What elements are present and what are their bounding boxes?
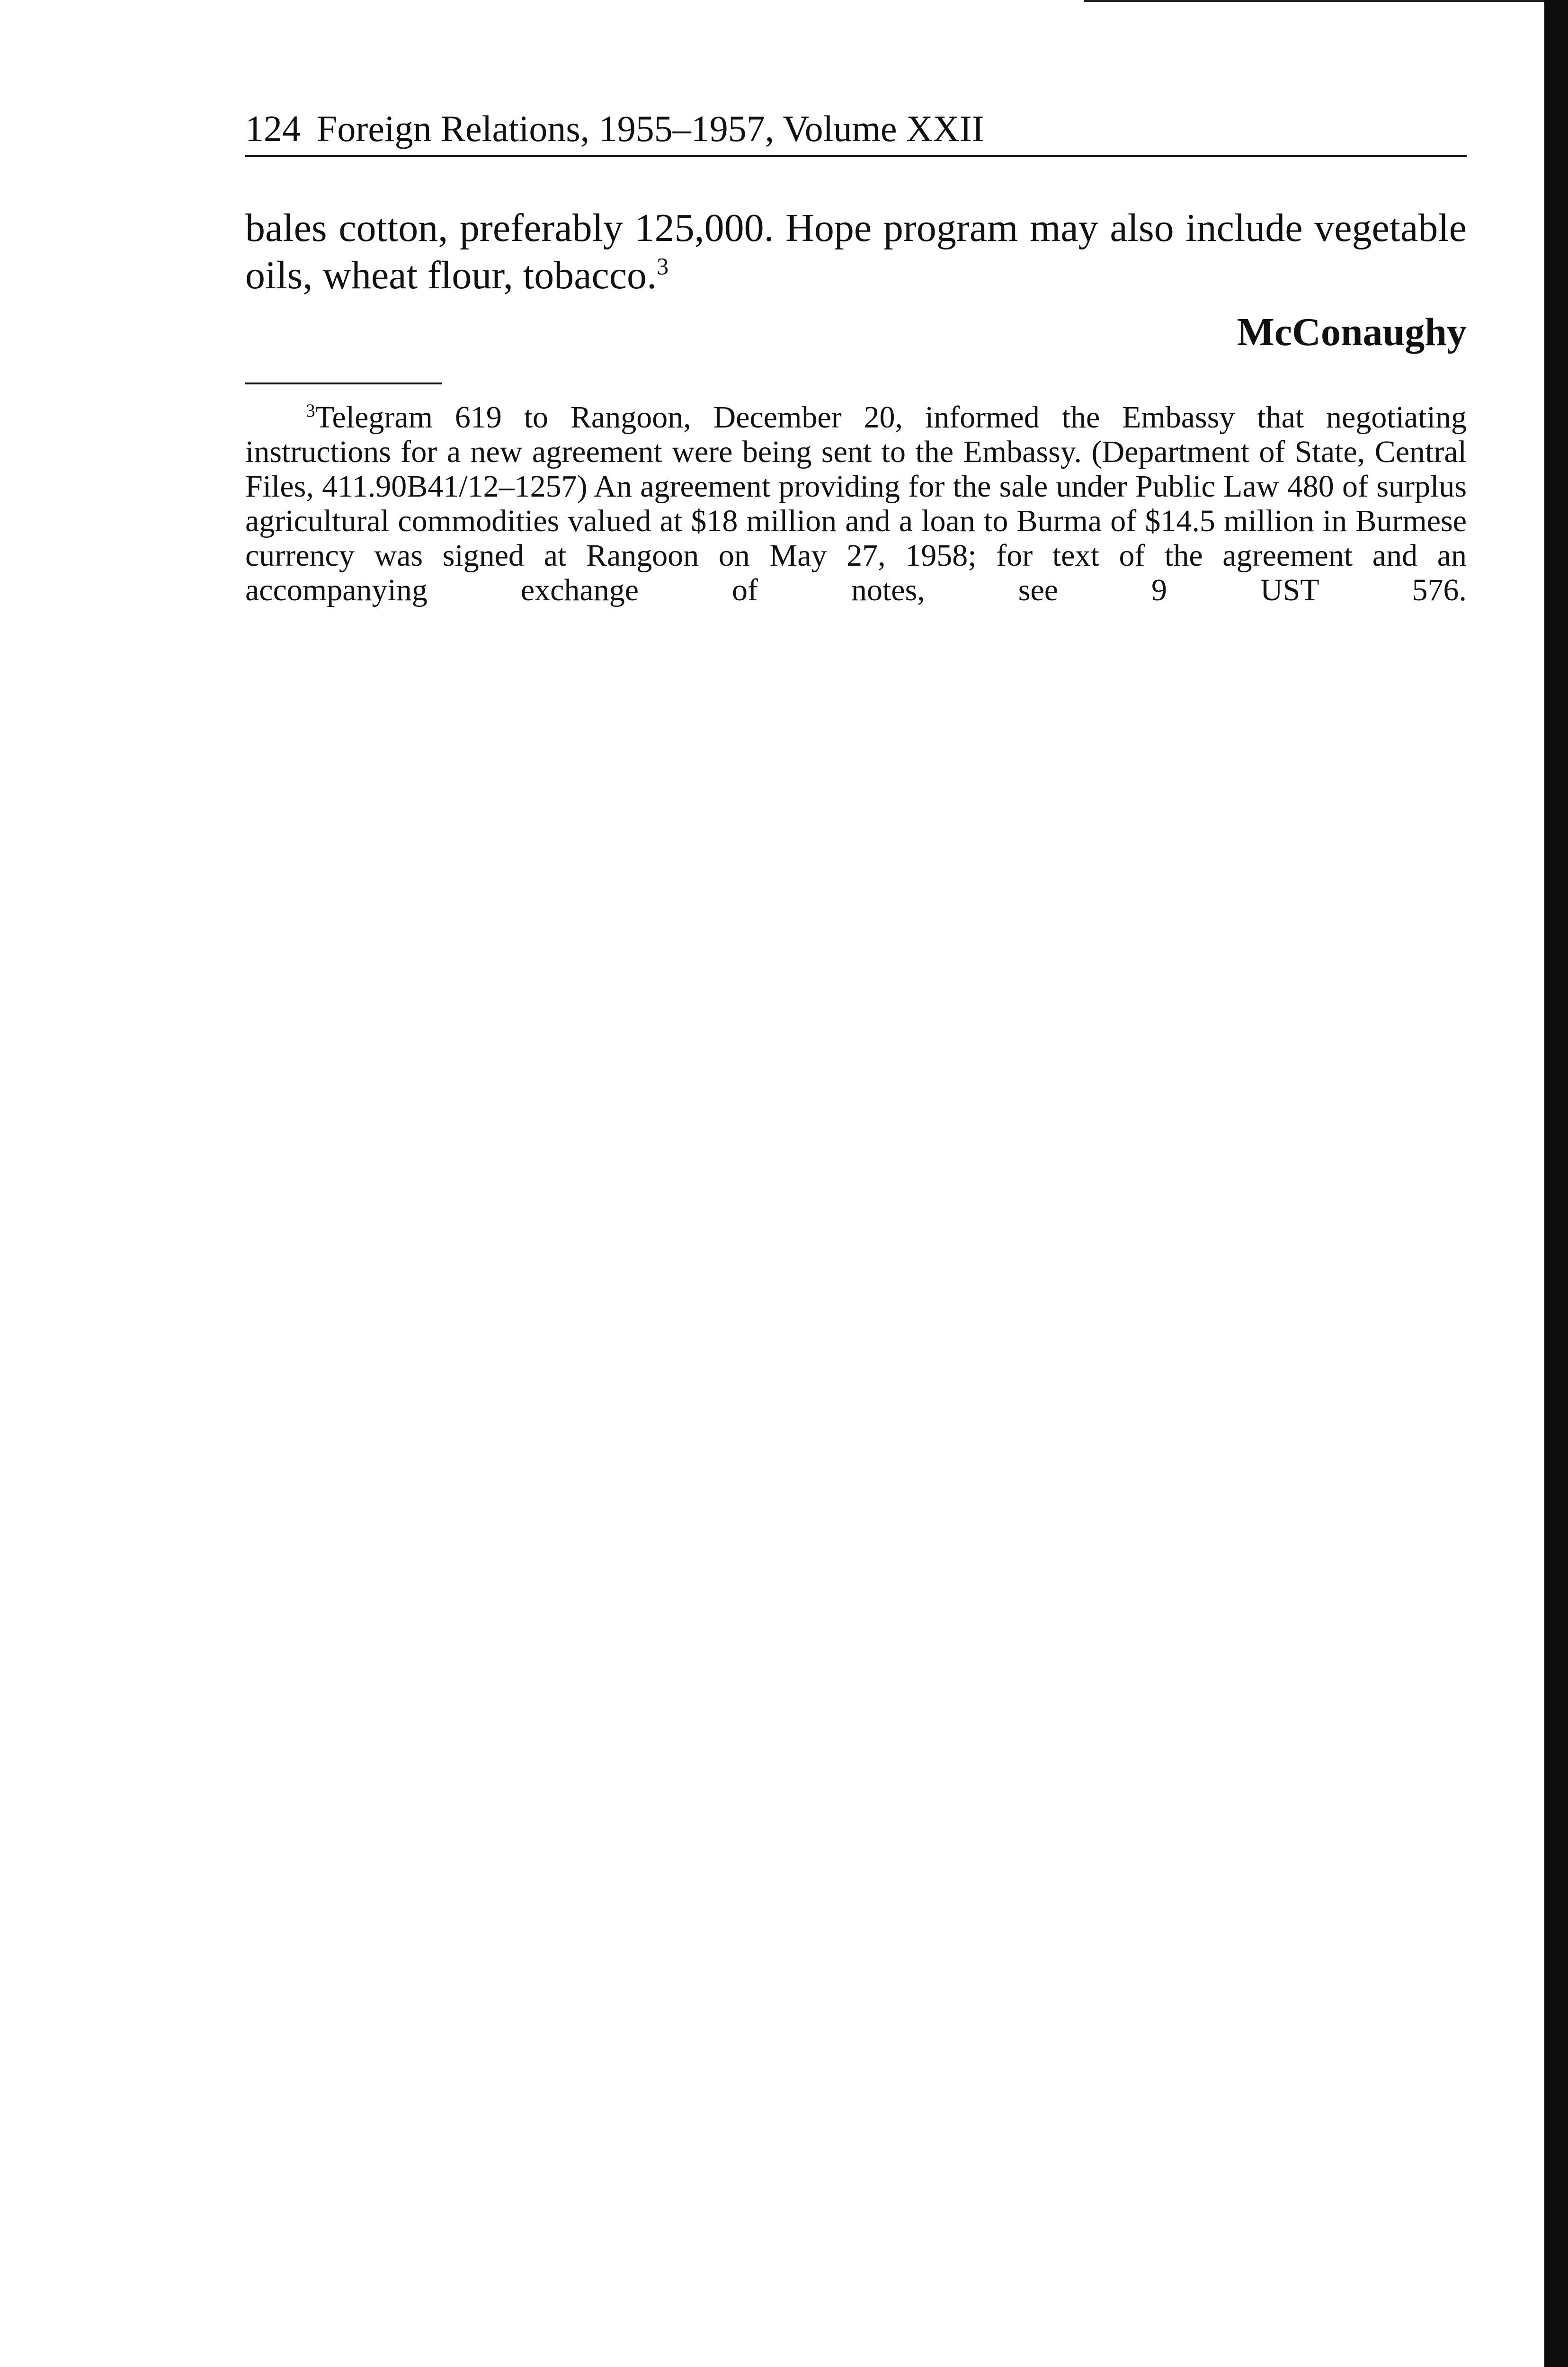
running-head xyxy=(245,105,1467,157)
page-number: 124 xyxy=(245,108,301,149)
body-paragraph-text: bales cotton, preferably 125,000. Hope program may also include vegetable oils, wheat flour, tobacco. xyxy=(245,206,1467,297)
scan-top-edge xyxy=(1084,0,1568,2)
body-paragraph xyxy=(245,205,1467,299)
running-title: Foreign Relations, 1955–1957, Volume XXII xyxy=(317,108,984,149)
footnote-divider xyxy=(245,383,442,384)
signature: McConaughy xyxy=(1237,310,1467,354)
footnote-marker: 3 xyxy=(306,400,315,421)
footnote-text: Telegram 619 to Rangoon, December 20, informed the Embassy that negotiating instructions for a new agreement were being sent to the Embassy. (Department of State, Central Files, 411.90B41/12–1257) An agreement providing for the sale under Public Law 480 of surplus agricultural commodities valued at $18 million and a loan to Burma of $14.5 million in Burmese currency was signed at Rangoon on May 27, 1958; for text of the agreement and an accompanying exchange of notes, see 9 UST 576. xyxy=(245,400,1467,607)
footnote-reference[interactable]: 3 xyxy=(657,253,669,280)
scan-right-edge xyxy=(1544,0,1568,2367)
footnote xyxy=(245,400,1467,607)
